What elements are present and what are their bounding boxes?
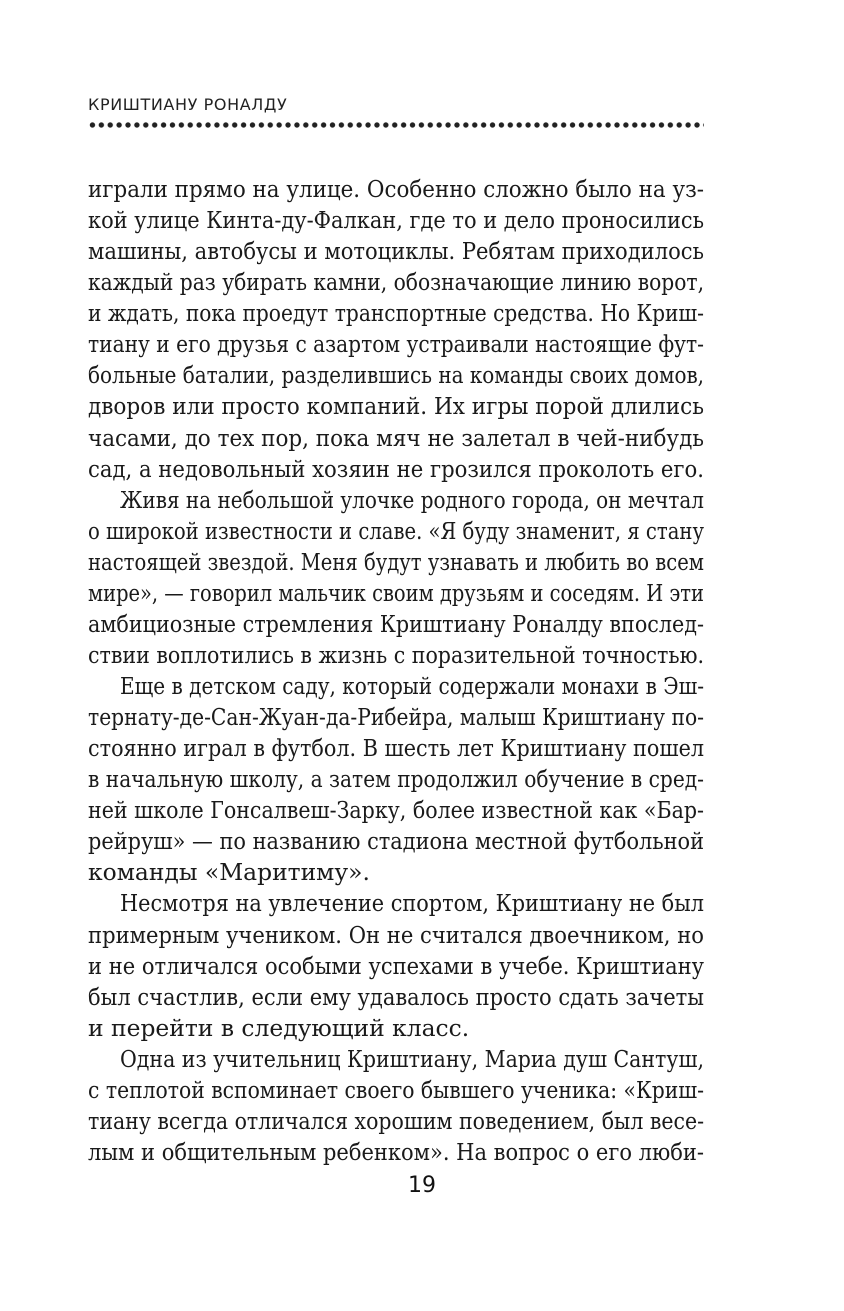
text-line: и ждать, пока проедут транспортные средства. Но Криш- <box>88 299 704 328</box>
text-line: машины, автобусы и мотоциклы. Ребятам приходилось <box>88 237 704 266</box>
text-line: сад, а недовольный хозяин не грозился проколоть его. <box>88 454 704 483</box>
page-number: 19 <box>408 1173 436 1198</box>
text-line: и не отличался особыми успехами в учебе. Криштиану <box>88 951 704 980</box>
paragraph <box>88 485 704 671</box>
text-line: ней школе Гонсалвеш-Зарку, более известной как «Бар- <box>88 796 704 825</box>
text-line: больные баталии, разделившись на команды своих домов, <box>88 361 704 390</box>
dotted-rule <box>88 120 704 130</box>
text-line: в начальную школу, а затем продолжил обучение в сред- <box>88 765 704 794</box>
text-line: Живя на небольшой улочке родного города, он мечтал <box>120 485 704 514</box>
paragraph <box>88 888 704 1043</box>
text-line: тернату-де-Сан-Жуан-да-Рибейра, малыш Криштиану по- <box>88 703 704 732</box>
text-line: амбициозные стремления Криштиану Роналду впослед- <box>88 609 704 638</box>
text-line: тиану и его друзья с азартом устраивали настоящие фут- <box>88 330 704 359</box>
text-line: лым и общительным ребенком». На вопрос о его люби- <box>88 1137 704 1166</box>
text-line: о широкой известности и славе. «Я буду знаменит, я стану <box>88 516 704 545</box>
paragraph <box>88 174 704 485</box>
text-line: и перейти в следующий класс. <box>88 1013 470 1042</box>
text-line: тиану всегда отличался хорошим поведением, был весе- <box>88 1106 704 1135</box>
text-line: стоянно играл в футбол. В шесть лет Криштиану пошел <box>88 734 704 763</box>
paragraph <box>88 1044 704 1168</box>
text-line: Одна из учительниц Криштиану, Мариа душ Сантуш, <box>120 1044 704 1073</box>
text-line: мире», — говорил мальчик своим друзьям и соседям. И эти <box>88 578 704 607</box>
text-line: дворов или просто компаний. Их игры порой длились <box>88 392 704 421</box>
text-line: рейруш» — по названию стадиона местной футбольной <box>88 827 704 856</box>
text-line: примерным учеником. Он не считался двоечником, но <box>88 920 704 949</box>
body-text <box>88 174 704 1168</box>
text-line: ствии воплотились в жизнь с поразительной точностью. <box>88 640 704 669</box>
running-head: КРИШТИАНУ РОНАЛДУ <box>88 95 288 114</box>
text-line: часами, до тех пор, пока мяч не залетал в чей-нибудь <box>88 423 704 452</box>
text-line: был счастлив, если ему удавалось просто сдать зачеты <box>88 982 704 1011</box>
text-line: кой улице Кинта-ду-Фалкан, где то и дело проносились <box>88 206 704 235</box>
text-line: команды «Маритиму». <box>88 858 370 887</box>
paragraph <box>88 671 704 888</box>
text-line: с теплотой вспоминает своего бывшего ученика: «Криш- <box>88 1075 704 1104</box>
text-line: Несмотря на увлечение спортом, Криштиану не был <box>120 889 704 918</box>
text-line: каждый раз убирать камни, обозначающие линию ворот, <box>88 268 704 297</box>
text-line: настоящей звездой. Меня будут узнавать и любить во всем <box>88 547 704 576</box>
text-line: Еще в детском саду, который содержали монахи в Эш- <box>120 672 704 700</box>
text-line: играли прямо на улице. Особенно сложно было на уз- <box>88 175 704 203</box>
